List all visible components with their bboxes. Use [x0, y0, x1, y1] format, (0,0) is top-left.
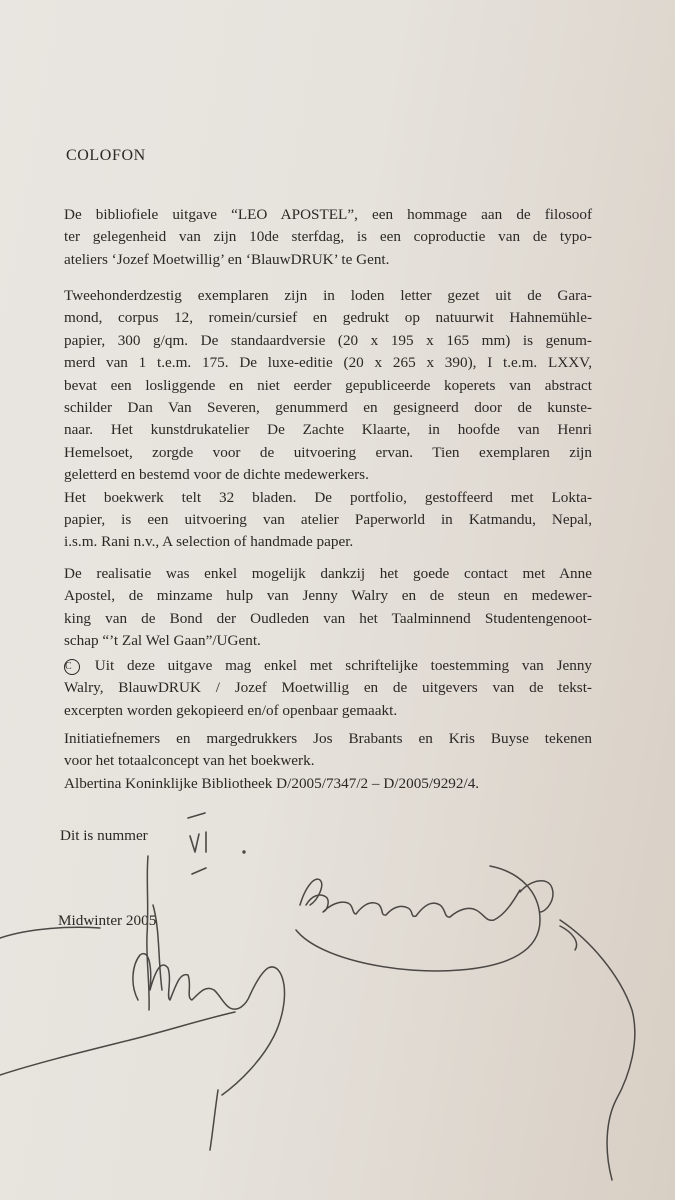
text-line: mond, corpus 12, romein/cursief en gedrukt op natuurwit Hahnemühle- — [64, 309, 592, 327]
handwritten-number — [188, 813, 245, 874]
text-line: naar. Het kunstdrukatelier De Zachte Klaarte, in hoofde van Henri — [64, 421, 592, 439]
signature-two — [296, 866, 635, 1180]
signature-one — [0, 856, 285, 1150]
text-line: geletterd en bestemd voor de dichte medewerkers. — [64, 466, 369, 484]
text-line: ateliers ‘Jozef Moetwillig’ en ‘BlauwDRUK’ te Gent. — [64, 250, 390, 268]
copy-number-label: Dit is nummer — [60, 827, 148, 844]
colophon-heading: COLOFON — [66, 147, 146, 164]
text-line: papier, 300 g/qm. De standaardversie (20 x 195 x 165 mm) is genum- — [64, 331, 592, 349]
text-line: voor het totaalconcept van het boekwerk. — [64, 752, 315, 770]
copyright-icon: C — [64, 659, 80, 675]
date-line: Midwinter 2005 — [58, 912, 157, 929]
paragraph-copyright — [64, 655, 592, 722]
text-line — [64, 655, 592, 677]
text-line: bevat een losliggende en niet eerder gepubliceerde koperets van abstract — [64, 376, 592, 394]
text-line: Apostel, de minzame hulp van Jenny Walry en de steun en medewer- — [64, 587, 592, 605]
paragraph-acknowledgements — [64, 563, 592, 653]
text-line: schilder Dan Van Severen, genummerd en gesigneerd door de kunste- — [64, 399, 592, 417]
text-line: i.s.m. Rani n.v., A selection of handmade paper. — [64, 533, 354, 551]
paragraph-credits — [64, 728, 592, 795]
text-line: Hemelsoet, zorgde voor de uitvoering ervan. Tien exemplaren zijn — [64, 443, 592, 461]
text-line: king van de Bond der Oudleden van het Taalminnend Studentengenoot- — [64, 609, 592, 627]
text-line: merd van 1 t.e.m. 175. De luxe-editie (20 x 265 x 390), I t.e.m. LXXV, — [64, 354, 592, 372]
text-line: schap “’t Zal Wel Gaan”/UGent. — [64, 632, 261, 650]
text-line: ter gelegenheid van zijn 10de sterfdag, is een coproductie van de typo- — [64, 228, 592, 246]
text-line: De bibliofiele uitgave “LEO APOSTEL”, een hommage aan de filosoof — [64, 206, 592, 223]
paragraph-print-details — [64, 285, 592, 554]
paragraph-edition — [64, 204, 592, 271]
text-line: Tweehonderdzestig exemplaren zijn in loden letter gezet uit de Gara- — [64, 287, 592, 304]
text-line: papier, is een uitvoering van atelier Paperworld in Katmandu, Nepal, — [64, 511, 592, 529]
text-line: Walry, BlauwDRUK / Jozef Moetwillig en de uitgevers van de tekst- — [64, 679, 592, 697]
text-line: Initiatiefnemers en margedrukkers Jos Brabants en Kris Buyse tekenen — [64, 730, 592, 747]
copyright-text: Uit deze uitgave mag enkel met schriftelijke toestemming van Jenny — [94, 657, 593, 674]
text-line: Albertina Koninklijke Bibliotheek D/2005/7347/2 – D/2005/9292/4. — [64, 774, 480, 792]
text-line: Het boekwerk telt 32 bladen. De portfolio, gestoffeerd met Lokta- — [64, 488, 592, 506]
text-line: De realisatie was enkel mogelijk dankzij het goede contact met Anne — [64, 565, 592, 582]
text-line: excerpten worden gekopieerd en/of openbaar gemaakt. — [64, 701, 398, 719]
